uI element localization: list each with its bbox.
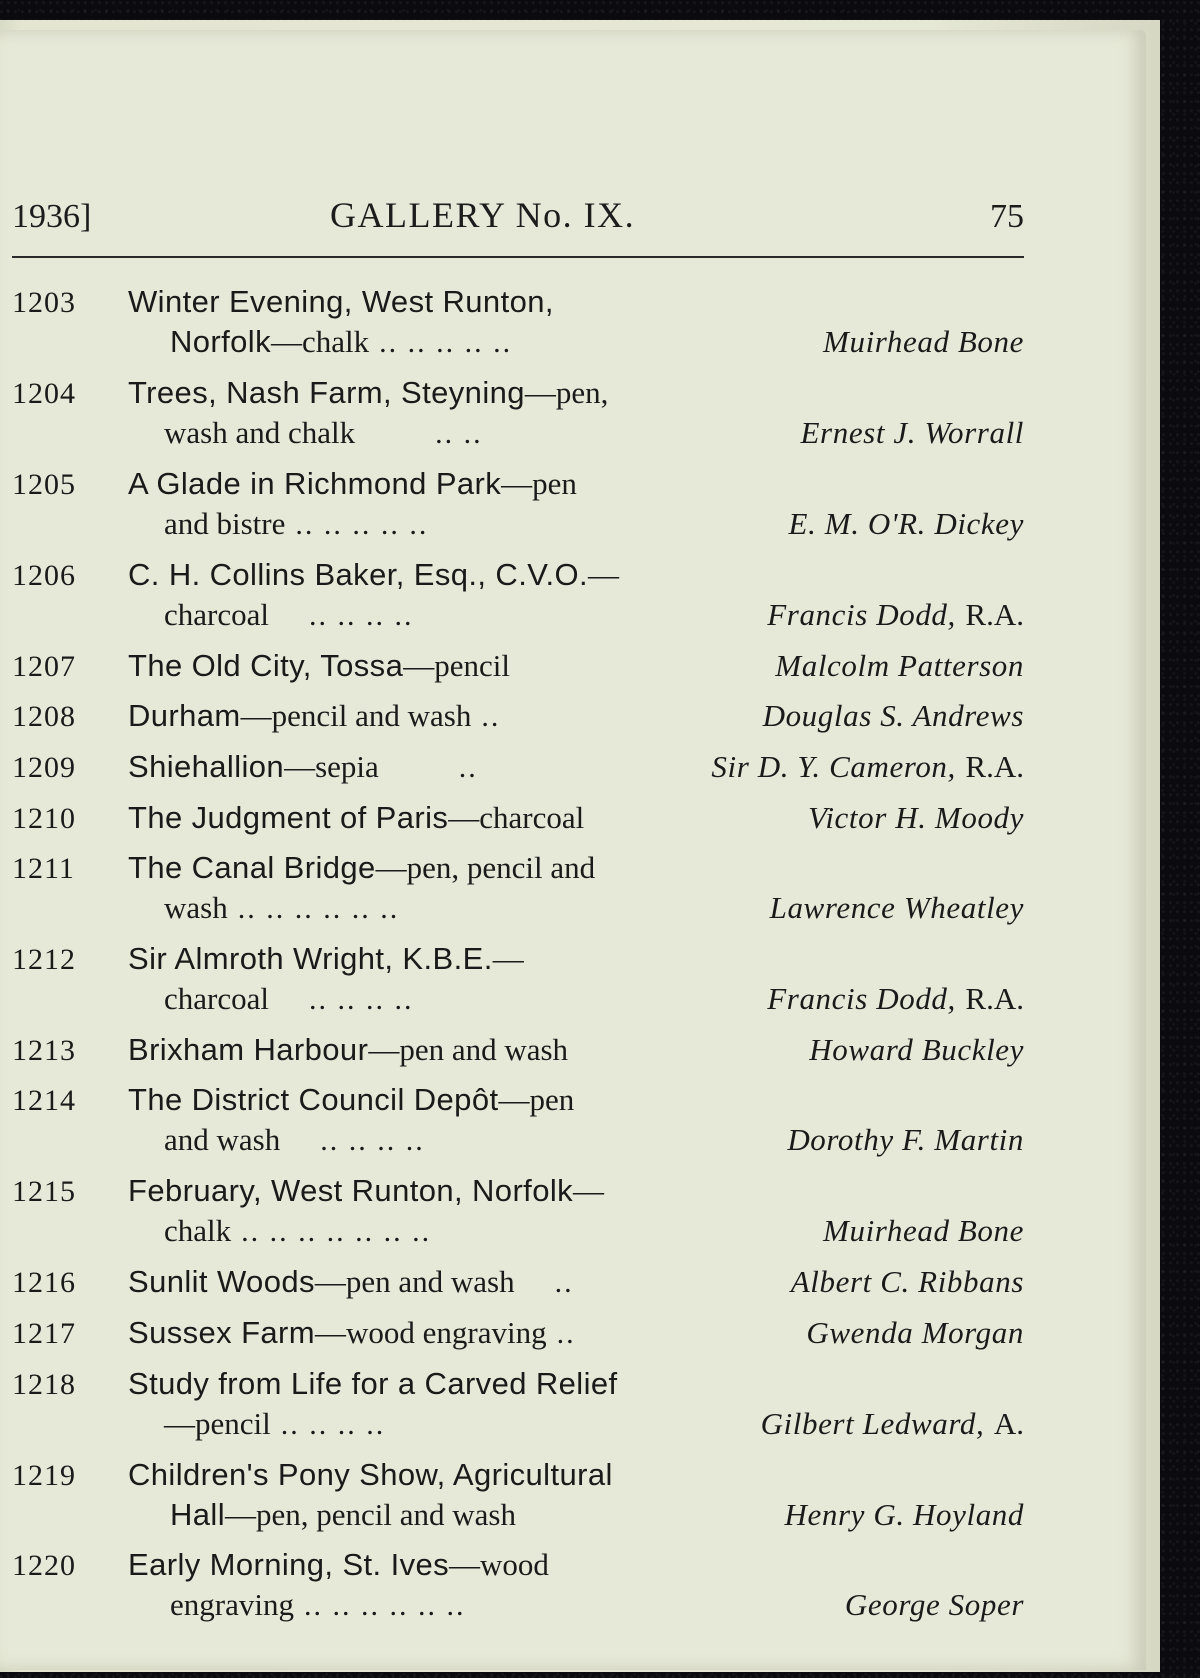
entry-medium: —pen, pencil and wash bbox=[225, 1497, 516, 1532]
entry-artist: Francis Dodd, bbox=[767, 597, 956, 632]
catalog-entry bbox=[12, 747, 1024, 787]
catalog-entry bbox=[12, 555, 1024, 635]
catalog-entry bbox=[12, 373, 1024, 453]
entry-number: 1209 bbox=[12, 751, 76, 784]
entry-artist: Victor H. Moody bbox=[808, 800, 1024, 835]
entry-medium: —wood bbox=[449, 1547, 549, 1582]
entry-medium-cont: charcoal bbox=[164, 981, 269, 1016]
entry-title-cont: Hall bbox=[170, 1497, 226, 1532]
entry-artist: Malcolm Patterson bbox=[775, 648, 1024, 683]
leader-dots: .. .. .. .. bbox=[308, 599, 414, 632]
leader-dots: .. .. .. .. .. .. .. bbox=[241, 1215, 432, 1248]
entry-artist: Henry G. Hoyland bbox=[784, 1497, 1024, 1532]
entry-medium: —pencil bbox=[403, 648, 510, 683]
entry-medium-cont: wash and chalk bbox=[164, 415, 356, 450]
entry-number: 1219 bbox=[12, 1459, 76, 1492]
entry-number: 1215 bbox=[12, 1175, 76, 1208]
leader-dots: .. bbox=[556, 1317, 576, 1350]
entry-title: Early Morning, St. Ives bbox=[128, 1547, 450, 1582]
catalog-entry bbox=[12, 848, 1024, 928]
entry-artist: Dorothy F. Martin bbox=[787, 1122, 1024, 1157]
entry-title-cont: Norfolk bbox=[170, 324, 271, 359]
entry-artist-honour: R.A. bbox=[965, 749, 1024, 784]
catalog-entry bbox=[12, 1030, 1024, 1069]
entry-medium: — bbox=[573, 1173, 605, 1208]
entry-number: 1210 bbox=[12, 802, 76, 835]
entry-medium: —pen bbox=[498, 1082, 575, 1117]
entry-artist: E. M. O'R. Dickey bbox=[788, 506, 1024, 541]
entry-medium-cont: wash bbox=[164, 890, 228, 925]
leader-dots: .. .. bbox=[435, 417, 483, 450]
entry-artist-honour: R.A. bbox=[965, 981, 1024, 1016]
header-year: 1936] bbox=[12, 198, 92, 235]
catalog-entry bbox=[12, 1080, 1024, 1160]
leader-dots: .. .. .. .. bbox=[308, 983, 414, 1016]
leader-dots: .. .. .. .. .. .. bbox=[303, 1589, 466, 1622]
entry-medium-cont: charcoal bbox=[164, 597, 269, 632]
entry-number: 1216 bbox=[12, 1266, 76, 1299]
catalog-entry bbox=[12, 1171, 1024, 1251]
entry-artist: Muirhead Bone bbox=[823, 1213, 1024, 1248]
entry-medium: —pen and wash bbox=[314, 1264, 515, 1299]
entry-title: Trees, Nash Farm, Steyning bbox=[128, 375, 525, 410]
leader-dots: .. .. .. .. bbox=[320, 1124, 425, 1157]
entry-artist: George Soper bbox=[844, 1587, 1024, 1622]
entry-title: Brixham Harbour bbox=[128, 1032, 369, 1067]
entry-medium: —sepia bbox=[284, 749, 379, 784]
page-number: 75 bbox=[990, 198, 1024, 235]
entry-number: 1203 bbox=[12, 286, 76, 319]
entry-artist: Albert C. Ribbans bbox=[790, 1264, 1024, 1299]
entry-medium: —pen, pencil and bbox=[375, 850, 596, 885]
entry-medium-cont: and wash bbox=[164, 1122, 281, 1157]
catalog-entry bbox=[12, 696, 1024, 736]
catalog-entry bbox=[12, 464, 1024, 544]
entry-medium-cont: engraving bbox=[170, 1587, 294, 1622]
entry-title: Study from Life for a Carved Relief bbox=[128, 1366, 618, 1401]
entry-title: Sunlit Woods bbox=[128, 1264, 315, 1299]
entry-medium: —pen bbox=[501, 466, 577, 501]
entry-artist: Lawrence Wheatley bbox=[769, 890, 1024, 925]
catalog-entry bbox=[12, 1545, 1024, 1625]
entry-medium: —chalk bbox=[271, 324, 370, 359]
catalog-entry bbox=[12, 646, 1024, 685]
entry-title: Durham bbox=[128, 698, 241, 733]
entry-artist: Gilbert Ledward, bbox=[760, 1406, 985, 1441]
entry-artist: Ernest J. Worrall bbox=[800, 415, 1024, 450]
entry-title: Sussex Farm bbox=[128, 1315, 315, 1350]
entry-title: Winter Evening, West Runton, bbox=[128, 284, 554, 319]
entry-medium: —pen and wash bbox=[368, 1032, 569, 1067]
entry-medium: —pencil and wash bbox=[240, 698, 472, 733]
entry-artist-honour: R.A. bbox=[965, 597, 1024, 632]
leader-dots: .. .. .. .. .. .. bbox=[237, 892, 400, 925]
entry-medium: —wood engraving bbox=[315, 1315, 547, 1350]
entry-medium-cont: chalk bbox=[164, 1213, 232, 1248]
entry-artist: Francis Dodd, bbox=[767, 981, 956, 1016]
entry-medium-cont: and bistre bbox=[164, 506, 286, 541]
entry-number: 1211 bbox=[12, 852, 75, 885]
entry-artist: Douglas S. Andrews bbox=[762, 698, 1024, 733]
entry-number: 1217 bbox=[12, 1317, 76, 1350]
entry-artist: Muirhead Bone bbox=[823, 324, 1024, 359]
leader-dots: .. bbox=[554, 1266, 574, 1299]
entry-number: 1204 bbox=[12, 377, 76, 410]
entry-medium: — bbox=[588, 557, 619, 592]
entry-number: 1214 bbox=[12, 1084, 76, 1117]
entry-number: 1220 bbox=[12, 1549, 76, 1582]
entry-title: Sir Almroth Wright, K.B.E. bbox=[128, 941, 493, 976]
catalog-entry bbox=[12, 798, 1024, 837]
leader-dots: .. .. .. .. .. bbox=[379, 326, 513, 359]
catalog-entry bbox=[12, 1313, 1024, 1353]
catalog-entry bbox=[12, 282, 1024, 362]
header-title: GALLERY No. IX. bbox=[330, 195, 636, 235]
catalog-entry bbox=[12, 1455, 1024, 1534]
entry-number: 1205 bbox=[12, 468, 76, 501]
entry-title: Children's Pony Show, Agricultural bbox=[128, 1457, 613, 1492]
entry-artist: Sir D. Y. Cameron, bbox=[711, 749, 956, 784]
catalog-list bbox=[12, 282, 1024, 1636]
catalog-page bbox=[0, 30, 1146, 1670]
entry-number: 1208 bbox=[12, 700, 76, 733]
entry-artist: Howard Buckley bbox=[809, 1032, 1024, 1067]
entry-title: February, West Runton, Norfolk bbox=[128, 1173, 574, 1208]
entry-number: 1206 bbox=[12, 559, 76, 592]
catalog-entry bbox=[12, 1364, 1024, 1444]
entry-title: The Canal Bridge bbox=[128, 850, 376, 885]
leader-dots: .. bbox=[458, 751, 478, 784]
entry-artist: Gwenda Morgan bbox=[806, 1315, 1024, 1350]
entry-medium: —pen, bbox=[524, 375, 609, 410]
leader-dots: .. .. .. .. bbox=[280, 1408, 386, 1441]
catalog-entry bbox=[12, 939, 1024, 1019]
entry-number: 1212 bbox=[12, 943, 76, 976]
catalog-entry bbox=[12, 1262, 1024, 1302]
entry-artist-honour: A. bbox=[993, 1406, 1024, 1441]
entry-title: The Old City, Tossa bbox=[128, 648, 404, 683]
leader-dots: .. .. .. .. .. bbox=[295, 508, 429, 541]
entry-title: The Judgment of Paris bbox=[128, 800, 449, 835]
entry-number: 1213 bbox=[12, 1034, 76, 1067]
running-header bbox=[12, 180, 1024, 258]
entry-number: 1218 bbox=[12, 1368, 76, 1401]
entry-number: 1207 bbox=[12, 650, 76, 683]
entry-medium-cont: —pencil bbox=[164, 1406, 271, 1441]
entry-title: Shiehallion bbox=[128, 749, 285, 784]
leader-dots: .. bbox=[481, 700, 501, 733]
entry-title: C. H. Collins Baker, Esq., C.V.O. bbox=[128, 557, 588, 592]
entry-medium: — bbox=[492, 941, 524, 976]
entry-title: A Glade in Richmond Park bbox=[128, 466, 502, 501]
entry-title: The District Council Depôt bbox=[128, 1082, 499, 1117]
entry-medium: —charcoal bbox=[448, 800, 585, 835]
